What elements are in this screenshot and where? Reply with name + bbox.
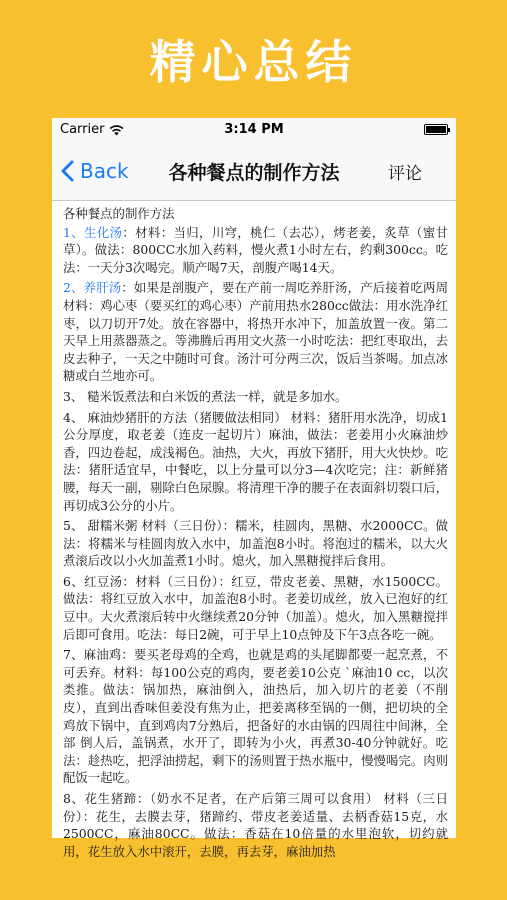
recipe-paragraph: [63, 409, 448, 515]
recipe-paragraph: [63, 573, 448, 643]
battery-icon: [424, 124, 448, 135]
promo-banner: [0, 0, 507, 118]
recipe-paragraph: [63, 279, 448, 385]
recipe-paragraph: [63, 646, 448, 787]
recipe-text: 5、 甜糯米粥 材料（三日份）：糯米，桂圆肉，黑糖、水2000CC。做法：将糯米与桂圆肉放入水中，加盖泡8小时。将泡过的糯米，以大火煮滚后改以小火加盖煮1小时。熄火，加入黑糖搅拌后食用。: [63, 518, 448, 569]
article-body: [63, 224, 448, 861]
back-button[interactable]: [60, 159, 129, 183]
recipe-paragraph: [63, 517, 448, 570]
recipe-paragraph: [63, 790, 448, 860]
navigation-bar: [52, 142, 456, 201]
recipe-paragraph: [63, 224, 448, 277]
banner-title: 精心总结: [149, 35, 358, 89]
recipe-link[interactable]: 生化汤: [84, 224, 123, 240]
app-screen: [52, 118, 456, 859]
battery-level: [426, 126, 446, 133]
back-label: Back: [80, 159, 129, 183]
recipe-text: 7、麻油鸡：要买老母鸡的全鸡，也就是鸡的头尾脚都要一起烹煮，不可丢弃。材料：每100公克的鸡肉，要老姜10公克 ˋ麻油10 cc，以次类推。做法：锅加热，麻油倒入，油热后，加入切片的老姜（不削皮），直到出香味但姜没有焦为止，把姜离移至锅的一侧，把切块的全鸡放下锅中，直到鸡肉7分熟后，把备好的水由锅的四周往中间淋，全部 倒人后，盖锅煮，水开了，即转为小火，再煮30-40分钟就好。吃法：趁热吃，把浮油捞起，剩下的汤则置于热水瓶中，慢慢喝完。肉则配饭一起吃。: [63, 647, 448, 786]
article-content: [52, 201, 456, 860]
chevron-left-icon: [60, 160, 74, 182]
recipe-text: 3、 糙米饭煮法和白米饭的煮法一样，就是多加水。: [63, 388, 348, 404]
recipe-text: ：如果是剖腹产，要在产前一周吃养肝汤，产后接着吃两周材料：鸡心枣（要买红的鸡心枣）产前用热水280cc做法：用水洗净红枣，以刀切开7处。放在容器中，将热开水冲下，加盖放置一夜。第二天早上用蒸器蒸之。等沸腾后再用文火蒸一小时吃法：把红枣取出，去皮去种子，一天之中随时可食。汤汁可分两三次，饭后当茶喝。加点冰糖或白兰地亦可。: [63, 280, 449, 384]
page-title: 各种餐点的制作方法: [168, 161, 340, 184]
recipe-text: 4、 麻油炒猪肝的方法（猪腰做法相同） 材料：猪肝用水洗净，切成1公分厚度，取老姜（连皮一起切片）麻油，做法：老姜用小火麻油炒香，四边卷起，成浅褐色。油热，大火，再放下猪肝，用大火快炒。吃法：猪肝适宜早，中餐吃，以上分量可以分3—4次吃完；注：新鲜猪腰，每天一副，剔除白色尿腺。将清理干净的腰子在表面斜切裂口后，再切成3公分的小片。: [63, 409, 448, 513]
recipe-text: ：材料：当归，川穹，桃仁（去芯），烤老姜，炙草（蜜甘草）。做法：800CC水加入药料，慢火煮1小时左右，约剩300cc。吃法：一天分3次喝完。顺产喝7天，剖腹产喝14天。: [63, 224, 448, 275]
recipe-number: 2、: [63, 280, 84, 296]
recipe-paragraph: [63, 388, 448, 406]
recipe-link[interactable]: 养肝汤: [83, 280, 122, 296]
recipe-text: 8、花生猪蹄：（奶水不足者，在产后第三周可以食用） 材料（三日份）：花生，去膜去芽，猪蹄约、带皮老姜适量、去柄香菇15克，水2500CC，麻油80CC。做法：香菇在10倍量的水里泡软，切约就用，花生放入水中滚开，去膜，再去芽，麻油加热: [63, 791, 448, 859]
status-bar: [52, 118, 456, 142]
recipe-number: 1、: [63, 224, 85, 240]
comment-button[interactable]: 评论: [388, 163, 422, 184]
carrier-name: Carrier: [60, 122, 105, 137]
article-heading: 各种餐点的制作方法: [63, 206, 175, 221]
status-time: 3:14 PM: [224, 122, 284, 137]
recipe-text: 6、红豆汤：材料（三日份）：红豆，带皮老姜、黑糖，水1500CC。做法：将红豆放入水中，加盖泡8小时。老姜切成丝，放入已泡好的红豆中。大火煮滚后转中火继续煮20分钟（加盖）。熄火，加入黑糖搅拌后即可食用。吃法：每日2碗，可于早上10点钟及下午3点各吃一碗。: [63, 573, 448, 642]
